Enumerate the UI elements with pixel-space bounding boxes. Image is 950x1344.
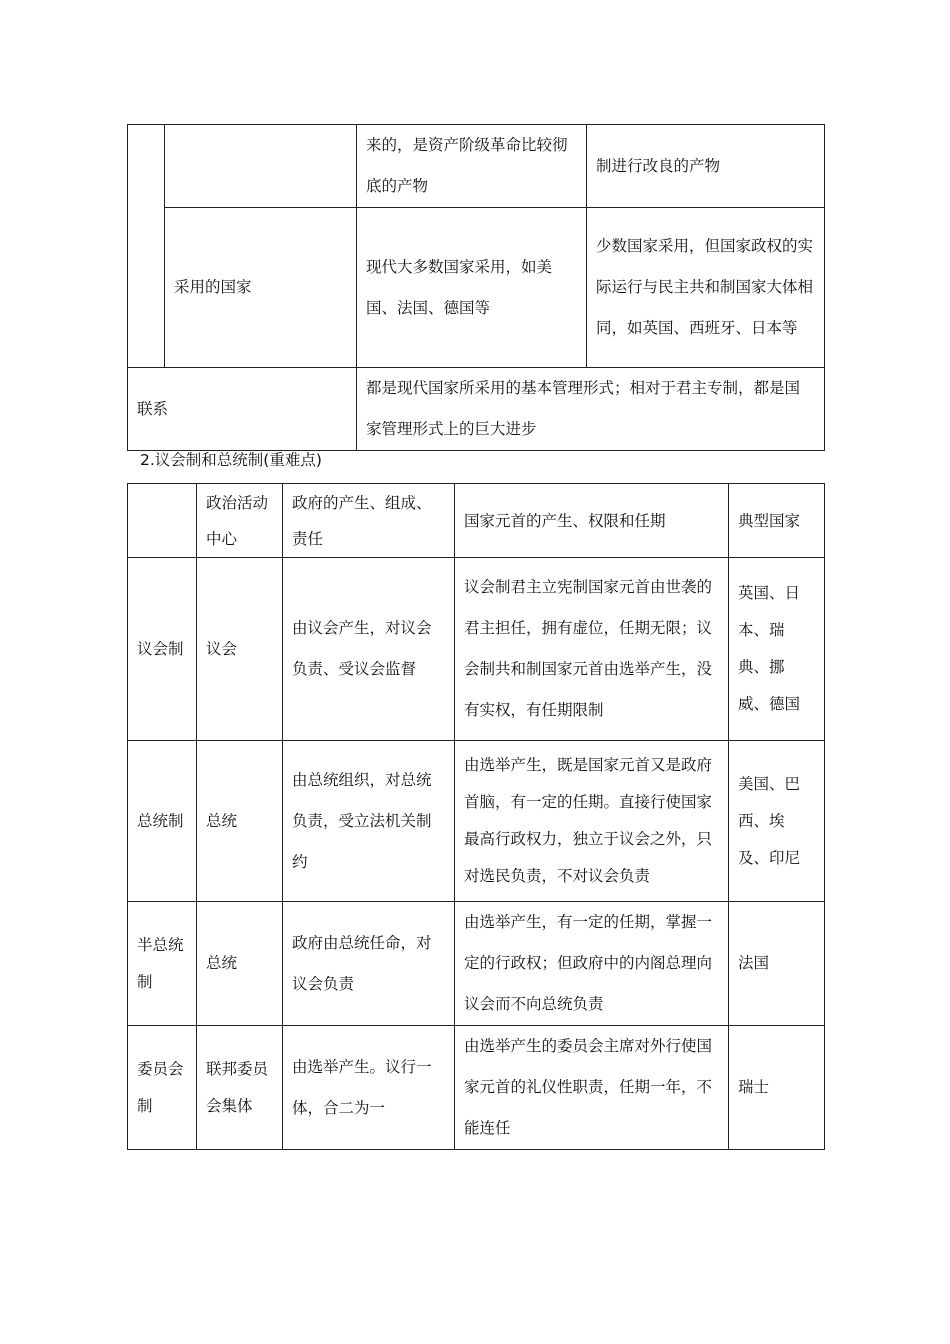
table-cell: 由议会产生，对议会负责、受议会监督 [283,558,455,741]
table-row [128,208,825,368]
table-cell: 法国 [729,902,825,1026]
table-cell: 现代大多数国家采用，如美国、法国、德国等 [357,208,587,368]
table-row [128,125,825,208]
table-cell: 英国、日本、瑞典、挪威、德国 [729,558,825,741]
table-cell: 由选举产生的委员会主席对外行使国家元首的礼仪性职责，任期一年，不能连任 [455,1026,729,1150]
table-header-row [128,484,825,558]
table-row [128,741,825,902]
header-cell: 典型国家 [729,484,825,558]
table-cell: 由总统组织，对总统负责，受立法机关制约 [283,741,455,902]
table-cell: 由选举产生。议行一体，合二为一 [283,1026,455,1150]
table-row [128,1026,825,1150]
table-cell-empty [165,125,357,208]
table-cell: 议会制君主立宪制国家元首由世袭的君主担任，拥有虚位，任期无限；议会制共和制国家元首由选举产生，没有实权，有任期限制 [455,558,729,741]
table-cell: 少数国家采用，但国家政权的实际运行与民主共和制国家大体相同，如英国、西班牙、日本等 [587,208,825,368]
table-cell: 美国、巴西、埃及、印尼 [729,741,825,902]
table-row [128,558,825,741]
table-cell-label: 委员会制 [128,1026,197,1150]
table-cell-label: 采用的国家 [165,208,357,368]
table-cell: 都是现代国家所采用的基本管理形式；相对于君主专制，都是国家管理形式上的巨大进步 [357,368,825,451]
table-cell: 议会 [197,558,283,741]
table-cell-label: 联系 [128,368,357,451]
table-cell: 由选举产生，既是国家元首又是政府首脑，有一定的任期。直接行使国家最高行政权力，独立于议会之外，只对选民负责，不对议会负责 [455,741,729,902]
table-cell: 联邦委员会集体 [197,1026,283,1150]
header-cell: 政治活动中心 [197,484,283,558]
table-cell: 制进行改良的产物 [587,125,825,208]
table-row [128,902,825,1026]
header-cell: 政府的产生、组成、责任 [283,484,455,558]
table-row [128,368,825,451]
parliamentary-presidential-table [127,483,825,1150]
table-cell-label: 半总统制 [128,902,197,1026]
table-cell-merged [128,125,165,368]
table-cell-label: 议会制 [128,558,197,741]
table-cell: 政府由总统任命，对议会负责 [283,902,455,1026]
table-cell-label: 总统制 [128,741,197,902]
table-cell: 由选举产生，有一定的任期，掌握一定的行政权；但政府中的内阁总理向议会而不向总统负责 [455,902,729,1026]
comparison-table-continued [127,124,825,451]
table-cell: 来的，是资产阶级革命比较彻底的产物 [357,125,587,208]
table-cell: 总统 [197,902,283,1026]
table-cell: 总统 [197,741,283,902]
table-cell: 瑞士 [729,1026,825,1150]
header-cell-empty [128,484,197,558]
section-heading: 2.议会制和总统制(重难点) [140,451,322,469]
header-cell: 国家元首的产生、权限和任期 [455,484,729,558]
